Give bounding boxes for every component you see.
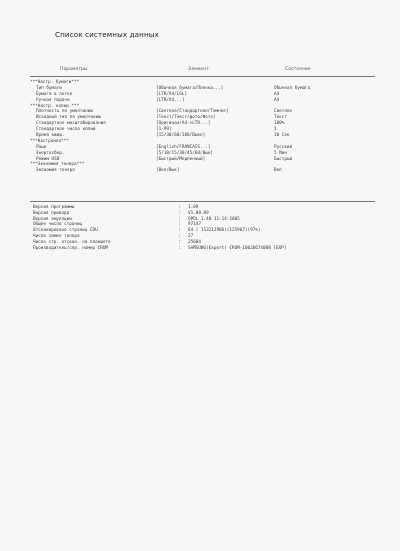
header-divider: [30, 76, 375, 77]
setting-state: Обычная бумага: [274, 85, 311, 91]
info-label: Общее число страниц: [33, 222, 83, 228]
info-colon: :: [178, 239, 181, 245]
info-colon: :: [178, 210, 181, 216]
setting-state: Текст: [274, 115, 287, 121]
info-label: Число замен тонера: [33, 233, 80, 239]
setting-element: [Оригинал/A4->LTR...]: [156, 121, 211, 127]
setting-element: [Быстрый/Медленный]: [156, 156, 206, 162]
info-colon: :: [178, 205, 181, 210]
info-value: V1.00.09: [188, 210, 209, 216]
setting-parameter: ***Настройка***: [30, 138, 69, 144]
info-label: Версия эмуляции: [33, 216, 72, 222]
setting-parameter: ***Настр. копир.***: [30, 103, 80, 109]
info-value: 97147: [188, 222, 201, 228]
info-colon: :: [178, 216, 181, 222]
setting-parameter: Бумага в лотке: [36, 91, 73, 97]
info-colon: :: [178, 245, 181, 251]
setting-parameter: Режим USB: [36, 156, 60, 162]
setting-parameter: Плотность по умолчанию: [36, 109, 93, 115]
setting-parameter: Исходный тип по умолчанию: [36, 115, 101, 121]
setting-state: A4: [274, 91, 280, 97]
setting-parameter: ***Экономия тонера***: [30, 162, 85, 168]
setting-element: [5/10/15/30/45/60/Вык]: [156, 150, 213, 156]
section-divider: [30, 201, 375, 202]
setting-state: A4: [274, 97, 280, 103]
info-table: [33, 205, 378, 251]
info-value: SAMSUNG(Export) CRUM-10020674008 [EXP]: [188, 245, 287, 251]
setting-parameter: Экономия тонера: [36, 168, 75, 174]
info-label: Производитель/сер. номер CRUM: [33, 245, 109, 251]
setting-element: [Светлое/Стандартное/Темное]: [156, 109, 229, 115]
header-element: Элемент: [188, 67, 209, 72]
setting-state: Вкл: [274, 168, 282, 174]
setting-state: 5 Мин: [274, 150, 287, 156]
info-value: QPDL 1.40 11-14-2005: [188, 216, 240, 222]
info-label: Число стр. отскан. на планшете: [33, 239, 111, 245]
setting-parameter: ***Настр. бумаги***: [30, 80, 80, 85]
setting-state: Русский: [274, 144, 293, 150]
header-state: Состояние: [285, 67, 311, 72]
setting-parameter: Язык: [36, 144, 47, 150]
info-value: 64 ( 153212906)(125967)(97%): [188, 228, 261, 234]
info-colon: :: [178, 233, 181, 239]
info-colon: :: [178, 222, 181, 228]
setting-parameter: Ручная подача: [36, 97, 70, 103]
settings-table: [30, 80, 375, 174]
report-title: Список системных данных: [55, 30, 159, 39]
setting-state: 100%: [274, 121, 285, 127]
setting-element: [LTR/A4/LGL]: [156, 91, 188, 97]
header-parameters: Параметры: [60, 67, 88, 72]
setting-element: [Обычная бумага/Пленка...]: [156, 85, 224, 91]
setting-element: [15/30/60/180/Выкл]: [156, 133, 206, 139]
info-label: Отсканировано страниц CRU: [33, 228, 98, 234]
info-colon: :: [178, 228, 181, 234]
info-label: Версия привода: [33, 210, 70, 216]
info-value: 1.09: [188, 205, 199, 210]
setting-state: 1: [274, 127, 277, 133]
setting-element: [English/FRANCAIS...]: [156, 144, 211, 150]
info-row: [33, 246, 378, 252]
settings-row: [30, 168, 375, 174]
info-label: Версия программы: [33, 205, 75, 210]
setting-parameter: Время ожид.: [36, 133, 65, 139]
setting-state: 30 Сек: [274, 133, 290, 139]
setting-parameter: Энергосбер.: [36, 150, 65, 156]
info-value: 27: [188, 233, 194, 239]
setting-state: Светлое: [274, 109, 293, 115]
setting-element: [LTR/A4...]: [156, 97, 185, 103]
setting-parameter: Тип бумаги: [36, 85, 62, 91]
setting-state: Быстрый: [274, 156, 293, 162]
setting-parameter: Стандартное масштабирование: [36, 121, 106, 127]
setting-element: [Текст/Текст/фото/Фото]: [156, 115, 216, 121]
setting-element: [1-99]: [156, 127, 172, 133]
setting-parameter: Стандартное число копий: [36, 127, 96, 133]
info-value: 25604: [188, 239, 201, 245]
setting-element: [Вкл/Вык]: [156, 168, 180, 174]
